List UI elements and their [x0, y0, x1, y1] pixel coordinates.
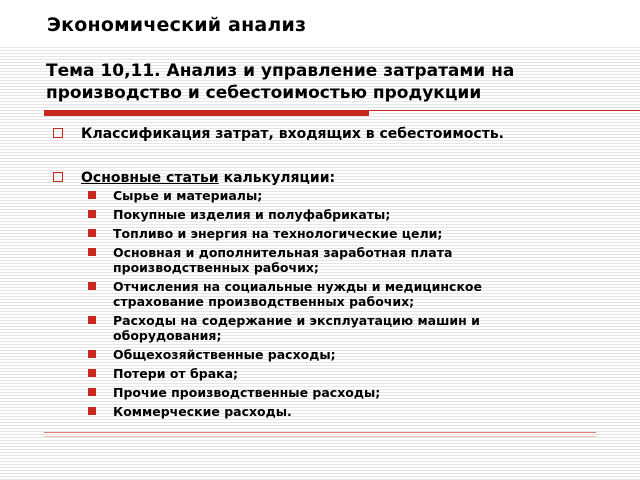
list-item-text: Отчисления на социальные нужды и медицинское страхование производственных рабочих; — [113, 279, 482, 309]
filled-square-bullet-icon — [88, 316, 96, 324]
bullet-calculation-items — [81, 169, 335, 187]
list-item-text: Потери от брака; — [113, 366, 239, 381]
filled-square-bullet-icon — [88, 248, 96, 256]
list-item-text: Топливо и энергия на технологические цели; — [113, 226, 443, 241]
list-item — [88, 385, 558, 400]
list-item-text: Коммерческие расходы. — [113, 404, 292, 419]
footer-divider-line — [44, 432, 596, 433]
list-item — [88, 347, 558, 362]
presentation-title: Экономический анализ — [47, 14, 307, 36]
list-item-text: Общехозяйственные расходы; — [113, 347, 336, 362]
calculation-items-underlined-label: Основные статьи — [81, 170, 219, 186]
filled-square-bullet-icon — [88, 191, 96, 199]
filled-square-bullet-icon — [88, 229, 96, 237]
filled-square-bullet-icon — [88, 388, 96, 396]
calculation-items-label-rest: калькуляции: — [218, 170, 336, 186]
list-item — [88, 279, 558, 309]
list-item — [88, 226, 558, 241]
hollow-square-bullet-icon — [53, 172, 63, 182]
filled-square-bullet-icon — [88, 350, 96, 358]
list-item — [88, 366, 558, 381]
list-item-text: Расходы на содержание и эксплуатацию машин и оборудования; — [113, 313, 480, 343]
filled-square-bullet-icon — [88, 369, 96, 377]
list-item — [88, 245, 558, 275]
topic-title: Тема 10,11. Анализ и управление затратами на производство и себестоимостью продукции — [46, 61, 515, 103]
list-item — [88, 188, 558, 203]
filled-square-bullet-icon — [88, 210, 96, 218]
hollow-square-bullet-icon — [53, 128, 63, 138]
filled-square-bullet-icon — [88, 407, 96, 415]
footer-divider-line-light — [44, 436, 596, 437]
list-item — [88, 207, 558, 222]
list-item-text: Прочие производственные расходы; — [113, 385, 381, 400]
list-item — [88, 313, 558, 343]
list-item-text: Сырье и материалы; — [113, 188, 263, 203]
list-item — [88, 404, 558, 419]
calculation-items-list — [88, 188, 558, 423]
filled-square-bullet-icon — [88, 282, 96, 290]
list-item-text: Основная и дополнительная заработная плата производственных рабочих; — [113, 245, 453, 275]
list-item-text: Покупные изделия и полуфабрикаты; — [113, 207, 391, 222]
bullet-cost-classification: Классификация затрат, входящих в себестоимость. — [81, 126, 505, 142]
